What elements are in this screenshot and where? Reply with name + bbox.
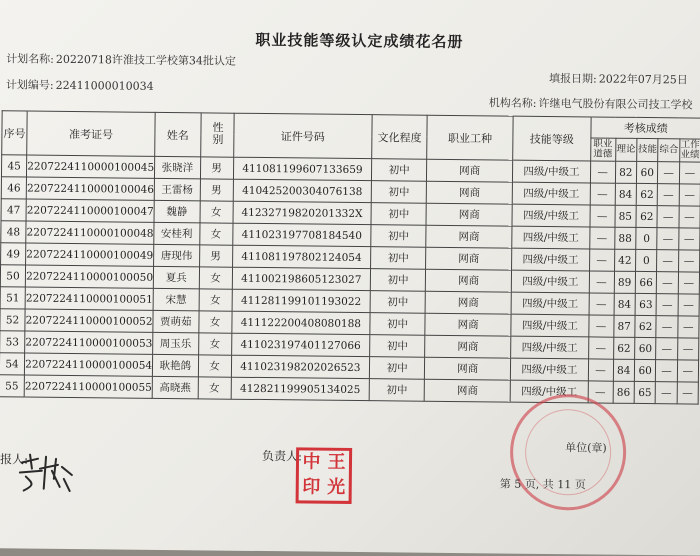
cell-ethics: —	[589, 271, 614, 293]
plan-number	[6, 76, 154, 94]
cell-skill-level: 四级/中级工	[512, 248, 589, 271]
cell-id-no: 411081199607133659	[233, 157, 372, 180]
cell-skill: 60	[636, 161, 658, 183]
cell-skill: 0	[636, 249, 658, 271]
cell-occupation: 网商	[426, 225, 513, 248]
page-info: 第 5 页, 共 11 页	[499, 477, 586, 492]
fill-date-label: 填报日期:	[548, 72, 597, 86]
cell-id-no: 411023197708184540	[232, 223, 371, 246]
cell-ethics: —	[588, 315, 613, 337]
organization-label: 机构名称:	[488, 96, 537, 110]
cell-cert-no: 2207224110000100046	[26, 177, 154, 200]
organization-value: 许继电气股份有限公司技工学校	[538, 96, 693, 112]
cell-theory: 84	[615, 183, 637, 205]
cell-seq: 48	[1, 221, 26, 243]
cell-id-no: 410425200304076138	[233, 179, 372, 202]
cell-work: —	[678, 272, 700, 294]
cell-occupation: 网商	[425, 291, 512, 314]
cell-skill-level: 四级/中级工	[512, 226, 589, 249]
cell-education: 初中	[370, 313, 425, 336]
cell-skill-level: 四级/中级工	[513, 160, 590, 183]
cell-work: —	[678, 316, 700, 338]
cell-seq: 55	[0, 375, 25, 397]
cell-comprehensive: —	[656, 294, 677, 316]
cell-seq: 45	[1, 155, 26, 177]
cell-education: 初中	[371, 225, 426, 248]
header-work: 工作业绩	[680, 139, 700, 161]
cell-name: 周玉乐	[153, 332, 199, 354]
cell-occupation: 网商	[426, 247, 513, 270]
cell-education: 初中	[370, 357, 425, 380]
cell-gender: 女	[200, 201, 233, 223]
cell-skill-level: 四级/中级工	[511, 314, 588, 337]
cell-name: 耿艳鸽	[153, 354, 199, 376]
cell-skill: 0	[636, 227, 658, 249]
cell-occupation: 网商	[426, 203, 513, 226]
cell-comprehensive: —	[657, 250, 678, 272]
cell-theory: 89	[614, 271, 636, 293]
header-education: 文化程度	[372, 115, 427, 160]
cell-education: 初中	[371, 203, 426, 226]
cell-work: —	[677, 382, 699, 404]
organization	[489, 94, 693, 112]
header-ethics: 职业道德	[590, 138, 615, 161]
cell-seq: 54	[0, 353, 25, 375]
cell-work: —	[677, 360, 699, 382]
cell-gender: 男	[199, 245, 232, 267]
cell-skill: 63	[635, 293, 657, 315]
cell-ethics: —	[588, 381, 613, 403]
cell-theory: 42	[614, 249, 636, 271]
cell-name: 王雷杨	[154, 178, 200, 200]
personal-seal: 中 王 印 光	[296, 447, 353, 504]
cell-skill-level: 四级/中级工	[511, 336, 588, 359]
header-occupation: 职业工种	[427, 115, 514, 160]
cell-ethics: —	[590, 183, 615, 205]
cell-skill-level: 四级/中级工	[512, 204, 589, 227]
cell-gender: 男	[200, 157, 233, 179]
cell-skill-level: 四级/中级工	[513, 182, 590, 205]
cell-seq: 51	[0, 287, 25, 309]
header-cert-no: 准考证号	[27, 111, 155, 156]
cell-gender: 女	[198, 355, 231, 377]
header-seq: 序号	[2, 111, 28, 155]
cell-ethics: —	[589, 227, 614, 249]
table-header-row	[2, 111, 700, 139]
cell-name: 宋慧	[153, 288, 199, 310]
cell-gender: 女	[198, 333, 231, 355]
signature	[16, 448, 76, 495]
cell-occupation: 网商	[425, 269, 512, 292]
cell-education: 初中	[371, 247, 426, 270]
fill-date	[549, 70, 688, 87]
plan-number-value: 22411000010034	[55, 78, 154, 93]
cell-theory: 87	[613, 315, 635, 337]
cell-theory: 84	[613, 359, 635, 381]
cell-skill: 60	[635, 337, 657, 359]
cell-theory: 84	[614, 293, 636, 315]
cell-ethics: —	[589, 249, 614, 271]
plan-name-label: 计划名称:	[6, 52, 54, 66]
cell-comprehensive: —	[657, 272, 678, 294]
cell-education: 初中	[372, 159, 427, 182]
cell-comprehensive: —	[657, 206, 678, 228]
cell-work: —	[678, 250, 700, 272]
cell-occupation: 网商	[426, 159, 513, 182]
header-skill-level: 技能等级	[513, 116, 591, 161]
cell-theory: 85	[615, 205, 637, 227]
cell-ethics: —	[590, 161, 615, 183]
cell-skill: 62	[635, 315, 657, 337]
cell-ethics: —	[590, 205, 615, 227]
cell-id-no: 411002198605123027	[232, 267, 371, 290]
cell-seq: 46	[1, 177, 26, 199]
cell-skill: 62	[636, 183, 658, 205]
fill-date-value: 2022年07月25日	[598, 72, 688, 87]
cell-gender: 女	[199, 267, 232, 289]
cell-education: 初中	[371, 269, 426, 292]
cell-work: —	[679, 184, 700, 206]
table-body	[0, 155, 700, 404]
cell-cert-no: 2207224110000100051	[25, 287, 153, 310]
header-scores: 考核成绩	[590, 117, 700, 139]
cell-comprehensive: —	[656, 360, 677, 382]
cell-cert-no: 2207224110000100045	[27, 155, 155, 178]
cell-seq: 53	[0, 331, 25, 353]
cell-work: —	[677, 338, 699, 360]
cell-id-no: 411081197802124054	[232, 245, 371, 268]
leader-label: 负责人:	[261, 449, 303, 464]
cell-gender: 女	[199, 223, 232, 245]
cell-skill: 66	[635, 271, 657, 293]
filler-label: 报人:	[0, 452, 29, 467]
header-name: 姓名	[155, 112, 201, 156]
cell-theory: 62	[613, 337, 635, 359]
cell-work: —	[679, 206, 700, 228]
cell-skill: 65	[634, 381, 656, 403]
cell-occupation: 网商	[425, 313, 512, 336]
cell-name: 魏静	[154, 200, 200, 222]
cell-cert-no: 2207224110000100053	[25, 331, 153, 354]
cell-cert-no: 2207224110000100048	[26, 221, 154, 244]
cell-occupation: 网商	[426, 181, 513, 204]
cell-id-no: 412821199905134025	[231, 377, 370, 400]
cell-gender: 男	[200, 179, 233, 201]
cell-skill: 60	[634, 359, 656, 381]
cell-seq: 50	[0, 265, 25, 287]
cell-cert-no: 2207224110000100052	[25, 309, 153, 332]
cell-name: 安桂利	[154, 222, 200, 244]
cell-comprehensive: —	[658, 162, 679, 184]
cell-cert-no: 2207224110000100054	[25, 353, 153, 376]
cell-name: 张晓洋	[155, 156, 201, 178]
cell-occupation: 网商	[424, 357, 511, 380]
cell-skill: 62	[636, 205, 658, 227]
cell-theory: 86	[613, 381, 635, 403]
cell-work: —	[679, 162, 700, 184]
cell-comprehensive: —	[656, 338, 677, 360]
cell-seq: 47	[1, 199, 26, 221]
cell-skill-level: 四级/中级工	[510, 380, 587, 403]
cell-cert-no: 2207224110000100050	[25, 265, 153, 288]
plan-number-label: 计划编号:	[5, 78, 54, 92]
cell-ethics: —	[589, 293, 614, 315]
cell-occupation: 网商	[425, 335, 512, 358]
score-table	[0, 110, 700, 404]
cell-id-no: 41232719820201332X	[233, 201, 372, 224]
cell-education: 初中	[370, 335, 425, 358]
cell-seq: 52	[0, 309, 25, 331]
cell-seq: 49	[1, 243, 26, 265]
cell-theory: 82	[615, 161, 637, 183]
cell-id-no: 411023198202026523	[231, 355, 370, 378]
cell-gender: 女	[198, 377, 231, 399]
cell-id-no: 411281199101193022	[232, 289, 371, 312]
cell-name: 贾萌茹	[153, 310, 199, 332]
header-skill: 技能	[637, 138, 659, 161]
cell-skill-level: 四级/中级工	[511, 358, 588, 381]
cell-skill-level: 四级/中级工	[512, 270, 589, 293]
cell-education: 初中	[369, 379, 424, 402]
cell-education: 初中	[370, 291, 425, 314]
cell-ethics: —	[588, 359, 613, 381]
cell-comprehensive: —	[657, 228, 678, 250]
cell-skill-level: 四级/中级工	[511, 292, 588, 315]
cell-cert-no: 2207224110000100047	[26, 199, 154, 222]
header-theory: 理论	[615, 138, 637, 161]
cell-comprehensive: —	[656, 316, 677, 338]
cell-comprehensive: —	[656, 382, 677, 404]
cell-comprehensive: —	[658, 184, 679, 206]
header-comprehensive: 综合	[658, 139, 679, 162]
cell-id-no: 411023197401127066	[231, 333, 370, 356]
page-title: 职业技能等级认定成绩花名册	[255, 30, 464, 52]
plan-name-value: 20220718许淮技工学校第34批认定	[55, 52, 236, 68]
cell-occupation: 网商	[424, 379, 511, 402]
cell-work: —	[678, 228, 700, 250]
cell-gender: 女	[199, 289, 232, 311]
cell-ethics: —	[588, 337, 613, 359]
cell-name: 夏兵	[153, 266, 199, 288]
cell-id-no: 411122200408080188	[231, 311, 370, 334]
cell-work: —	[678, 294, 700, 316]
cell-gender: 女	[198, 311, 231, 333]
cell-theory: 88	[614, 227, 636, 249]
header-id-no: 证件号码	[233, 113, 372, 158]
cell-education: 初中	[371, 181, 426, 204]
plan-name	[6, 50, 236, 68]
header-gender: 性别	[200, 113, 233, 157]
cell-cert-no: 2207224110000100055	[24, 375, 152, 398]
cell-name: 唐现伟	[154, 244, 200, 266]
cell-name: 高晓燕	[152, 376, 198, 398]
unit-label: 单位(章)	[565, 441, 607, 455]
cell-cert-no: 2207224110000100049	[26, 243, 154, 266]
